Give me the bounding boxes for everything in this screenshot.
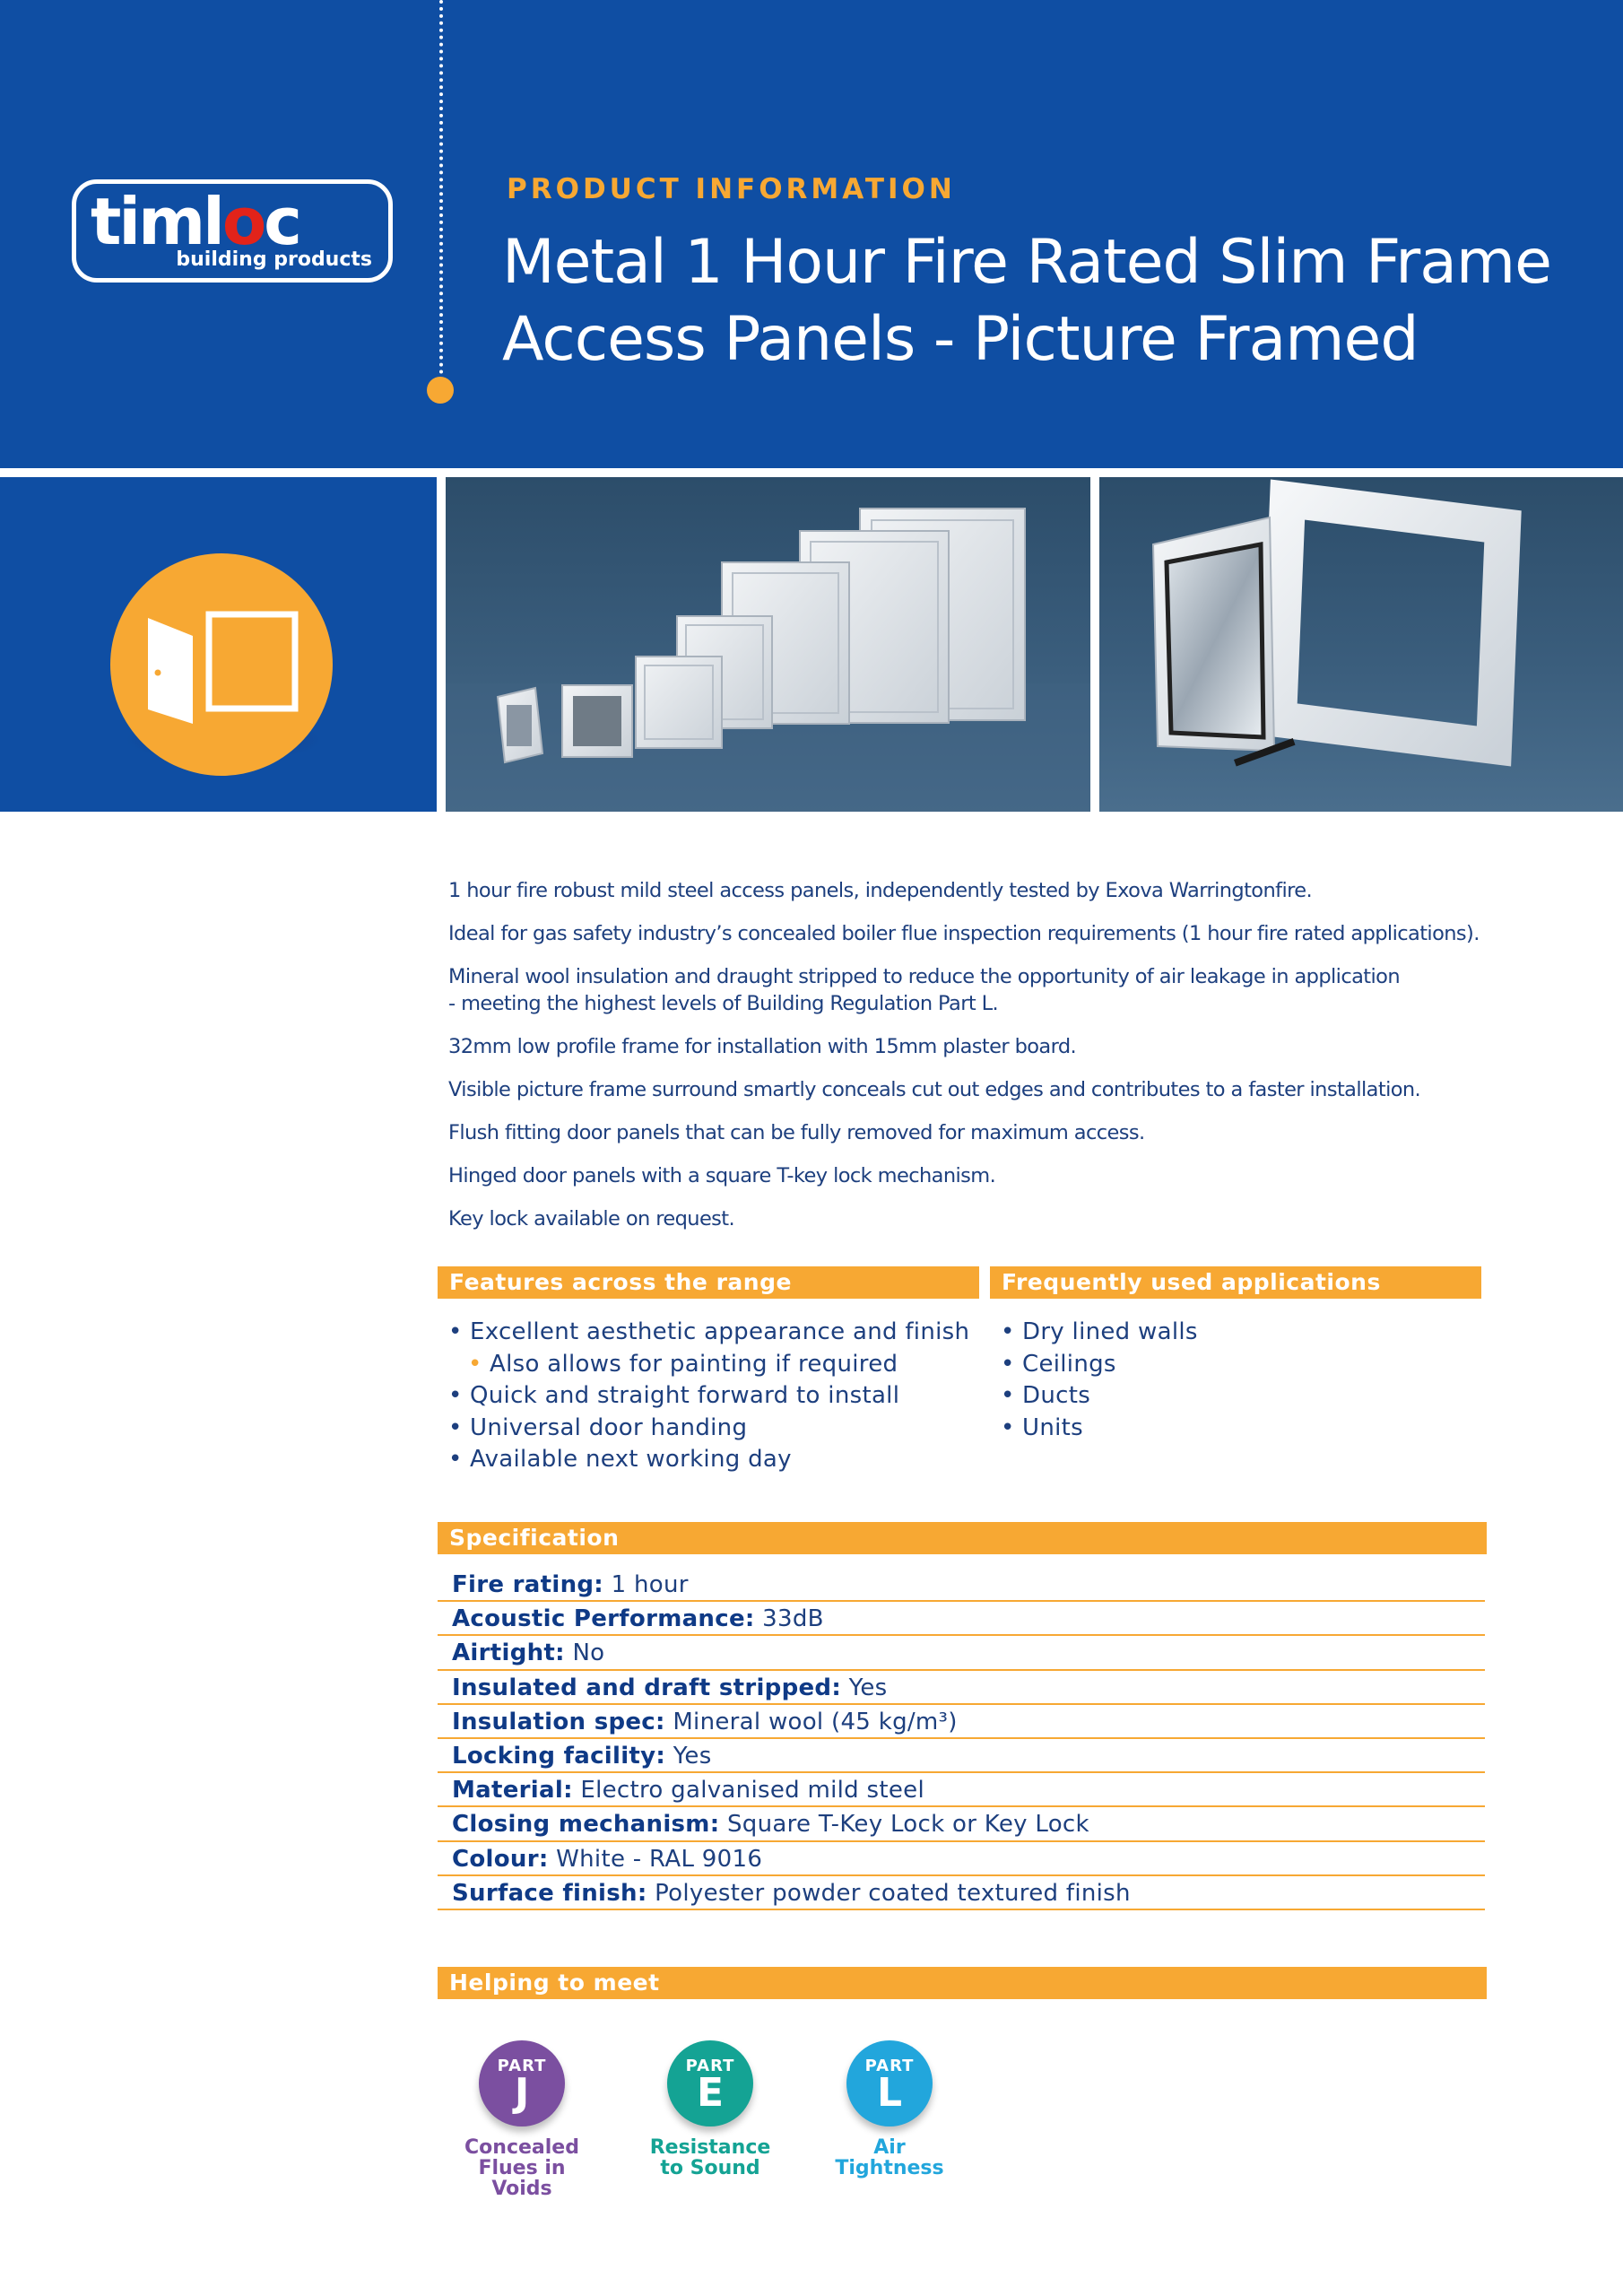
badge-part-e: PART E Resistance to Sound <box>638 2040 782 2179</box>
list-item: • Also allows for painting if required <box>445 1349 983 1381</box>
features-list <box>445 1317 983 1476</box>
intro-paragraph: Mineral wool insulation and draught stripped to reduce the opportunity of air leakage in application - meeting the highest levels of Building Regulation Part L. <box>448 965 1400 1015</box>
list-item: • Available next working day <box>445 1444 983 1476</box>
spec-row: Insulated and draft stripped: Yes <box>438 1671 1485 1705</box>
part-e-icon: PART E <box>667 2040 753 2126</box>
applications-heading: Frequently used applications <box>990 1266 1481 1299</box>
section-eyebrow: PRODUCT INFORMATION <box>507 173 956 205</box>
list-item: • Universal door handing <box>445 1413 983 1445</box>
helping-heading: Helping to meet <box>438 1967 1487 1999</box>
intro-paragraph: Ideal for gas safety industry’s concealed boiler flue inspection requirements (1 hour fire rated applications). <box>448 922 1480 945</box>
list-item: • Dry lined walls <box>997 1317 1445 1349</box>
list-item: • Quick and straight forward to install <box>445 1380 983 1413</box>
page-title: Metal 1 Hour Fire Rated Slim Frame Access Panels - Picture Framed <box>502 227 1551 375</box>
spec-row: Colour: White - RAL 9016 <box>438 1842 1485 1876</box>
intro-text <box>448 877 1506 1248</box>
spec-row: Fire rating: 1 hour <box>438 1568 1485 1602</box>
timloc-logo <box>72 179 393 283</box>
list-item: • Ducts <box>997 1380 1445 1413</box>
intro-paragraph: Flush fitting door panels that can be fully removed for maximum access. <box>448 1121 1145 1144</box>
badge-part-j: PART J Concealed Flues in Voids <box>450 2040 594 2199</box>
list-item: • Ceilings <box>997 1349 1445 1381</box>
spec-row: Insulation spec: Mineral wool (45 kg/m³) <box>438 1705 1485 1739</box>
list-item: • Excellent aesthetic appearance and finish <box>445 1317 983 1349</box>
part-j-icon: PART J <box>479 2040 565 2126</box>
logo-wordmark: timloc <box>91 184 299 259</box>
header-banner <box>0 0 1623 468</box>
spec-row: Surface finish: Polyester powder coated textured finish <box>438 1876 1485 1910</box>
part-l-icon: PART L <box>846 2040 933 2126</box>
product-photo-open-panel <box>1099 477 1623 812</box>
badge-part-l: PART L Air Tightness <box>818 2040 961 2179</box>
dotted-divider <box>439 0 443 381</box>
spec-row: Material: Electro galvanised mild steel <box>438 1773 1485 1807</box>
divider-dot <box>427 377 454 404</box>
applications-list <box>997 1317 1445 1444</box>
spec-row: Acoustic Performance: 33dB <box>438 1602 1485 1636</box>
intro-paragraph: Visible picture frame surround smartly conceals cut out edges and contributes to a faster installation. <box>448 1078 1421 1101</box>
specification-heading: Specification <box>438 1522 1487 1554</box>
list-item: • Units <box>997 1413 1445 1445</box>
logo-tagline: building products <box>176 248 372 271</box>
product-photo-range <box>446 477 1090 812</box>
specification-table <box>438 1568 1485 1910</box>
intro-paragraph: Key lock available on request. <box>448 1207 735 1231</box>
access-panel-icon <box>110 553 333 776</box>
intro-paragraph: 32mm low profile frame for installation with 15mm plaster board. <box>448 1035 1077 1058</box>
spec-row: Closing mechanism: Square T-Key Lock or Key Lock <box>438 1807 1485 1841</box>
product-icon-panel <box>0 477 437 812</box>
spec-row: Airtight: No <box>438 1636 1485 1670</box>
intro-paragraph: 1 hour fire robust mild steel access panels, independently tested by Exova Warringtonfire. <box>448 879 1313 902</box>
spec-row: Locking facility: Yes <box>438 1739 1485 1773</box>
features-heading: Features across the range <box>438 1266 979 1299</box>
intro-paragraph: Hinged door panels with a square T-key lock mechanism. <box>448 1164 996 1187</box>
